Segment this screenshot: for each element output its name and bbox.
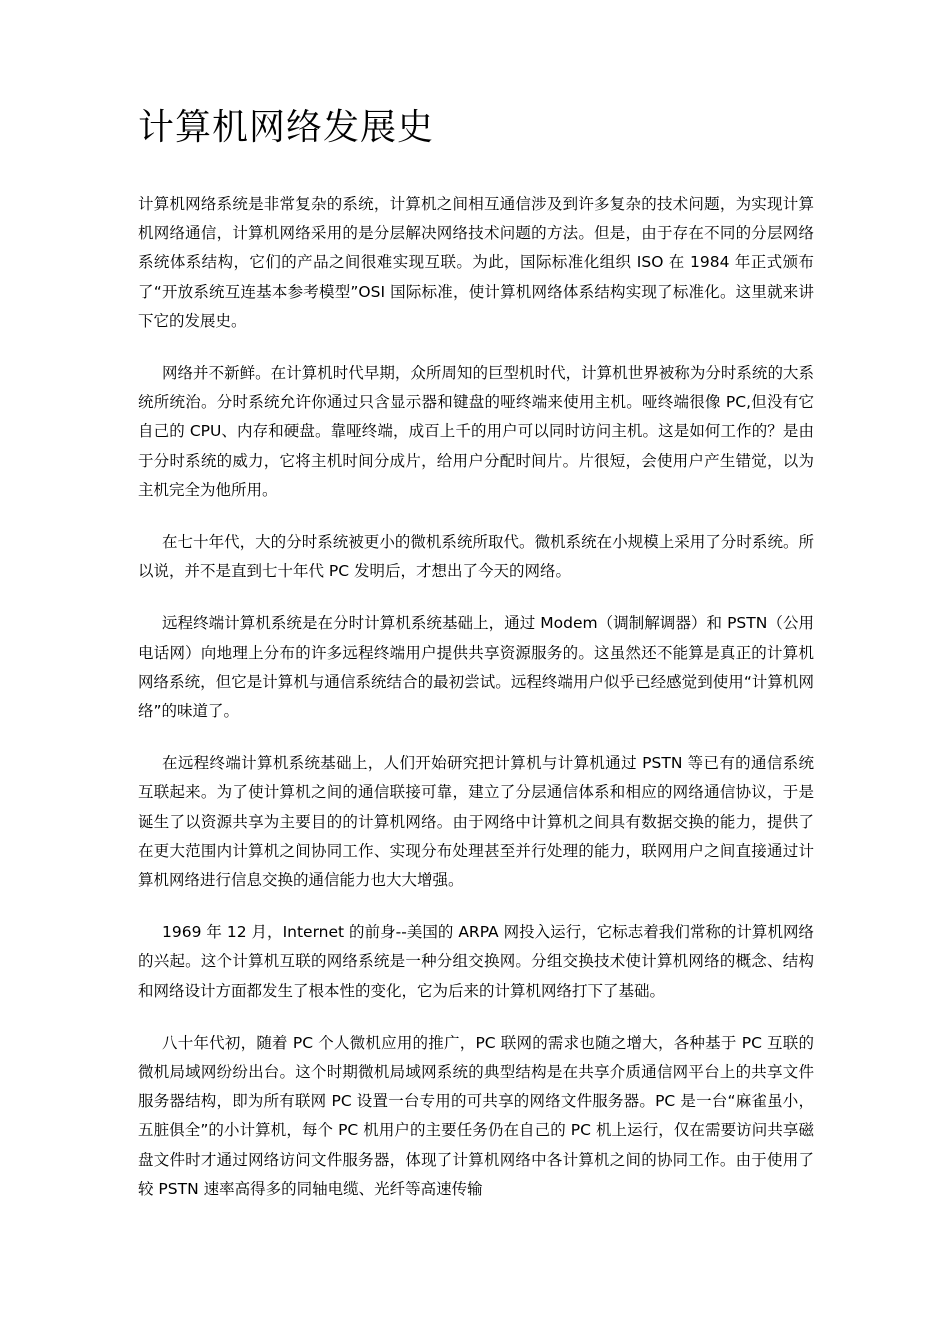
paragraph-intro: 计算机网络系统是非常复杂的系统，计算机之间相互通信涉及到许多复杂的技术问题，为实现计算机网络通信，计算机网络采用的是分层解决网络技术问题的方法。但是，由于存在不同的分层网络系统体系结构，它们的产品之间很难实现互联。为此，国际标准化组织 ISO 在 1984 年正式颁布了“开放系统互连基本参考模型”OSI 国际标准，使计算机网络体系结构实现了标准化。这里就来讲下它的发展史。	[138, 195, 814, 330]
paragraph-seventies: 在七十年代，大的分时系统被更小的微机系统所取代。微机系统在小规模上采用了分时系统。所以说，并不是直到七十年代 PC 发明后，才想出了今天的网络。	[138, 533, 814, 581]
paragraph-computer-network: 在远程终端计算机系统基础上，人们开始研究把计算机与计算机通过 PSTN 等已有的通信系统互联起来。为了使计算机之间的通信联接可靠，建立了分层通信体系和相应的网络通信协议，于是诞生了以资源共享为主要目的的计算机网络。由于网络中计算机之间具有数据交换的能力，提供了在更大范围内计算机之间协同工作、实现分布处理甚至并行处理的能力，联网用户之间直接通过计算机网络进行信息交换的通信能力也大大增强。	[138, 754, 814, 890]
paragraph-timesharing: 网络并不新鲜。在计算机时代早期，众所周知的巨型机时代，计算机世界被称为分时系统的大系统所统治。分时系统允许你通过只含显示器和键盘的哑终端来使用主机。哑终端很像 PC,但没有它自己的 CPU、内存和硬盘。靠哑终端，成百上千的用户可以同时访问主机。这是如何工作的？是由于分时系统的威力，它将主机时间分成片，给用户分配时间片。片很短，会使用户产生错觉，以为主机完全为他所用。	[138, 364, 814, 499]
paragraph-remote-terminal: 远程终端计算机系统是在分时计算机系统基础上，通过 Modem（调制解调器）和 PSTN（公用电话网）向地理上分布的许多远程终端用户提供共享资源服务的。这虽然还不能算是真正的计算机网络系统，但它是计算机与通信系统结合的最初尝试。远程终端用户似乎已经感觉到使用“计算机网络”的味道了。	[138, 614, 814, 721]
document-title: 计算机网络发展史	[138, 107, 435, 148]
paragraph-eighties-lan: 八十年代初，随着 PC 个人微机应用的推广，PC 联网的需求也随之增大，各种基于 PC 互联的微机局域网纷纷出台。这个时期微机局域网系统的典型结构是在共享介质通信网平台上的共享文件服务器结构，即为所有联网 PC 设置一台专用的可共享的网络文件服务器。PC 是一台“麻雀虽小，五脏俱全”的小计算机，每个 PC 机用户的主要任务仍在自己的 PC 机上运行，仅在需要访问共享磁盘文件时才通过网络访问文件服务器，体现了计算机网络中各计算机之间的协同工作。由于使用了较 PSTN 速率高得多的同轴电缆、光纤等高速传输	[138, 1033, 814, 1198]
document-body	[138, 190, 814, 1227]
paragraph-arpanet: 1969 年 12 月，Internet 的前身--美国的 ARPA 网投入运行，它标志着我们常称的计算机网络的兴起。这个计算机互联的网络系统是一种分组交换网。分组交换技术使计算机网络的概念、结构和网络设计方面都发生了根本性的变化，它为后来的计算机网络打下了基础。	[138, 923, 814, 1000]
